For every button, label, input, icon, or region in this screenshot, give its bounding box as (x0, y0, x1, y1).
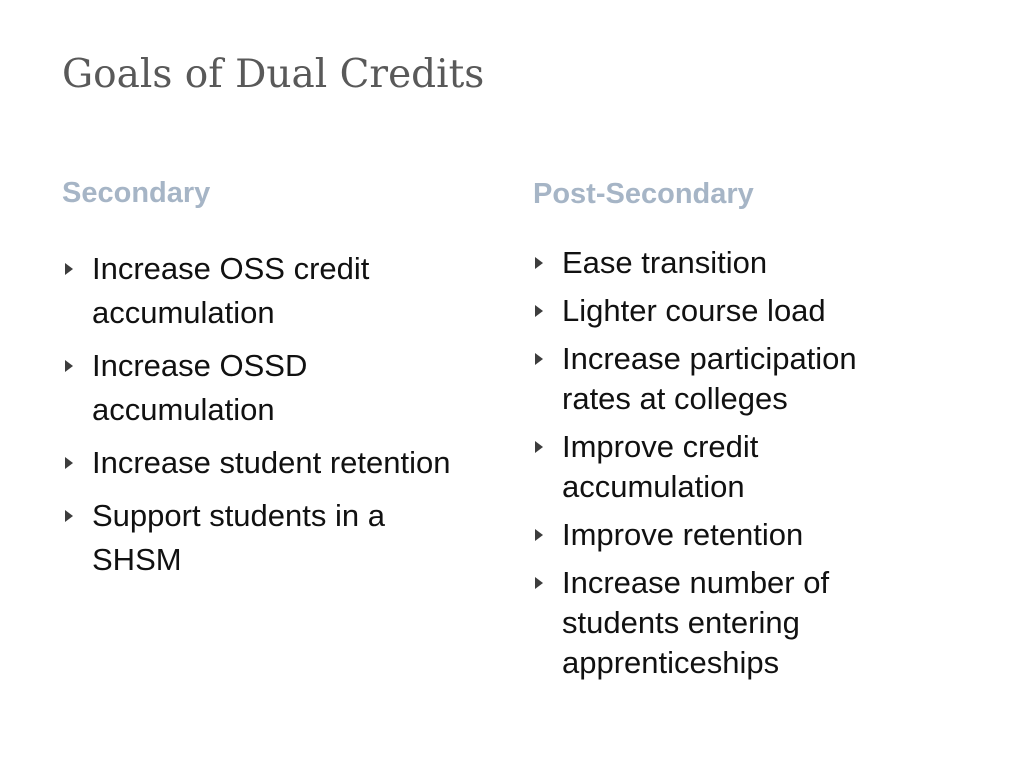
post-secondary-goals-list (532, 243, 1002, 691)
triangle-right-icon (65, 360, 73, 372)
list-item (532, 563, 1002, 683)
list-item-text-line: Support students in a (92, 498, 385, 533)
list-item (532, 427, 1002, 507)
list-item (62, 494, 512, 582)
list-item-text-line: Improve retention (562, 517, 804, 552)
triangle-right-icon (535, 305, 543, 317)
list-item-text-line: Increase OSSD (92, 348, 308, 383)
slide-title: Goals of Dual Credits (62, 52, 485, 97)
list-item-text-line: Lighter course load (562, 293, 826, 328)
list-item-text-line: accumulation (562, 469, 745, 504)
list-item (62, 247, 512, 335)
triangle-right-icon (65, 510, 73, 522)
triangle-right-icon (535, 257, 543, 269)
triangle-right-icon (535, 577, 543, 589)
list-item (532, 243, 1002, 283)
triangle-right-icon (65, 457, 73, 469)
list-item-text-line: Increase number of (562, 565, 830, 600)
list-item-text-line: students entering (562, 605, 800, 640)
post-secondary-heading: Post-Secondary (533, 178, 754, 210)
list-item (532, 339, 1002, 419)
list-item-text-line: Improve credit (562, 429, 759, 464)
list-item (532, 515, 1002, 555)
list-item-text-line: Increase OSS credit (92, 251, 370, 286)
list-item-text-line: Increase student retention (92, 445, 451, 480)
triangle-right-icon (65, 263, 73, 275)
list-item-text-line: accumulation (92, 295, 275, 330)
triangle-right-icon (535, 529, 543, 541)
list-item-text-line: Increase participation (562, 341, 857, 376)
list-item-text-line: SHSM (92, 542, 182, 577)
triangle-right-icon (535, 353, 543, 365)
list-item-text-line: rates at colleges (562, 381, 788, 416)
list-item (62, 441, 512, 485)
list-item (62, 344, 512, 432)
list-item-text-line: accumulation (92, 392, 275, 427)
secondary-heading: Secondary (62, 177, 211, 209)
list-item-text-line: apprenticeships (562, 645, 780, 680)
list-item-text-line: Ease transition (562, 245, 768, 280)
secondary-goals-list (62, 247, 512, 591)
list-item (532, 291, 1002, 331)
triangle-right-icon (535, 441, 543, 453)
